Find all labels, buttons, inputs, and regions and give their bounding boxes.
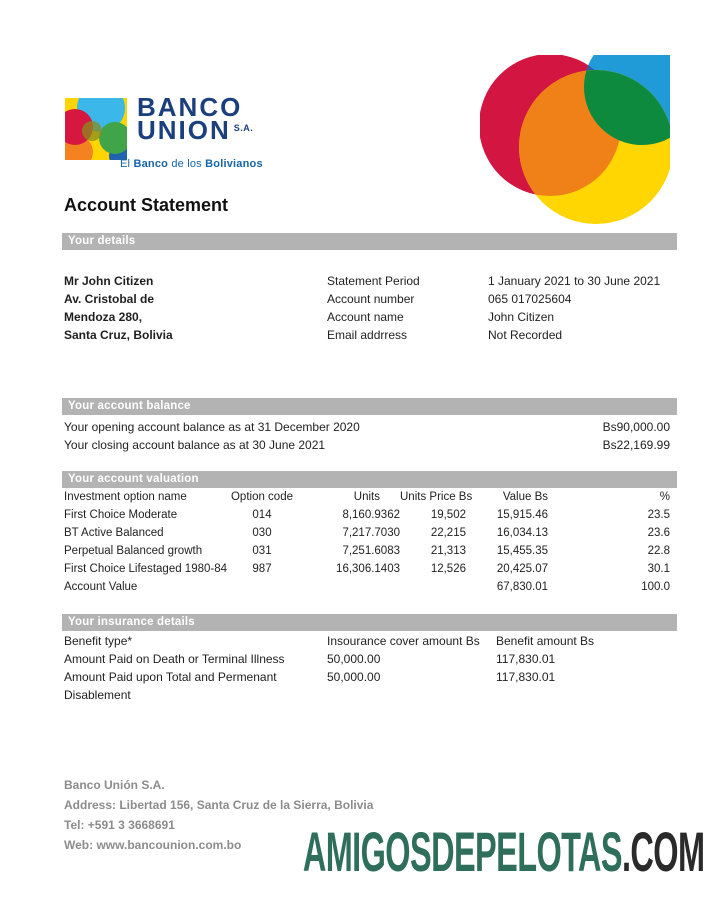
units-price: 22,215 [430, 527, 466, 539]
benefit-type: Amount Paid on Death or Terminal Illness [64, 652, 285, 666]
address-line-3: Santa Cruz, Bolivia [64, 328, 173, 342]
account-value-total-row [64, 578, 670, 596]
customer-name: Mr John Citizen [64, 274, 154, 288]
footer-address: Address: Libertad 156, Santa Cruz de la Sierra, Bolivia [64, 798, 374, 812]
col-value: Value Bs [502, 491, 548, 503]
col-units: Units [353, 491, 380, 503]
percent: 23.5 [647, 509, 670, 521]
watermark-site-name: AMIGOSDEPELOTAS [302, 820, 622, 883]
insurance-header-row [64, 632, 670, 650]
cover-amount: 50,000.00 [327, 652, 381, 666]
statement-period-label: Statement Period [327, 274, 420, 288]
percent: 30.1 [647, 563, 670, 575]
insurance-row-disablement [64, 668, 670, 704]
opening-balance-row [64, 418, 670, 436]
option-name: Perpetual Balanced growth [64, 545, 203, 557]
col-units-price: Units Price Bs [400, 491, 473, 503]
option-name: First Choice Lifestaged 1980-84 [64, 563, 228, 575]
option-code: 014 [252, 509, 272, 521]
bank-logo-wordmark [137, 92, 254, 145]
option-code: 030 [252, 527, 272, 539]
insurance-section [64, 632, 670, 704]
table-row [64, 524, 670, 542]
units: 16,306.1403 [336, 563, 400, 575]
bank-tagline: El Banco de los Bolivianos [120, 158, 263, 170]
units-price: 19,502 [430, 509, 466, 521]
customer-address [64, 272, 319, 344]
section-header-insurance-details: Your insurance details [62, 614, 677, 631]
decorative-circles-graphic [480, 55, 670, 225]
value-bs: 15,455.35 [496, 545, 548, 557]
table-row [64, 560, 670, 578]
opening-balance-amount: Bs90,000.00 [602, 420, 670, 434]
col-benefit-amount: Benefit amount Bs [496, 634, 595, 648]
option-name: First Choice Moderate [64, 509, 178, 521]
option-name: BT Active Balanced [64, 527, 164, 539]
section-header-your-details: Your details [62, 233, 677, 250]
balance-section [64, 418, 670, 454]
table-row [64, 506, 670, 524]
units-price: 12,526 [430, 563, 466, 575]
col-benefit-type: Benefit type* [64, 634, 133, 648]
account-name-value: John Citizen [488, 310, 555, 324]
col-investment-option: Investment option name [64, 491, 187, 503]
insurance-row-death [64, 650, 670, 668]
watermark-tld: .COM [621, 820, 704, 883]
details-labels [327, 272, 482, 344]
bank-name-line2: UNION [137, 115, 231, 145]
account-number-value: 065 017025604 [488, 292, 572, 306]
details-values [488, 272, 670, 344]
account-value-amount: 67,830.01 [496, 581, 548, 593]
option-code: 987 [252, 563, 272, 575]
section-header-account-valuation: Your account valuation [62, 471, 677, 488]
address-line-2: Mendoza 280, [64, 310, 143, 324]
col-percent: % [659, 491, 670, 503]
benefit-amount: 117,830.01 [496, 652, 556, 666]
email-address-label: Email addrress [327, 328, 408, 342]
percent: 22.8 [647, 545, 670, 557]
page-title: Account Statement [64, 195, 229, 215]
account-name-label: Account name [327, 310, 404, 324]
col-cover-amount: Insourance cover amount Bs [327, 634, 480, 648]
option-code: 031 [252, 545, 272, 557]
units: 8,160.9362 [342, 509, 400, 521]
bank-logo-icon [65, 98, 127, 160]
cover-amount: 50,000.00 [327, 670, 381, 684]
value-bs: 15,915.46 [496, 509, 548, 521]
account-value-label: Account Value [64, 581, 138, 593]
units: 7,217.7030 [342, 527, 400, 539]
units-price: 21,313 [430, 545, 466, 557]
closing-balance-amount: Bs22,169.99 [602, 438, 670, 452]
closing-balance-row [64, 436, 670, 454]
value-bs: 20,425.07 [496, 563, 548, 575]
address-line-1: Av. Cristobal de [64, 292, 155, 306]
opening-balance-label: Your opening account balance as at 31 December 2020 [64, 420, 360, 434]
bank-suffix: S.A. [233, 123, 254, 133]
bank-name-line1: BANCO [137, 92, 243, 122]
valuation-header-row [64, 488, 670, 506]
footer-bank-name: Banco Unión S.A. [64, 778, 165, 792]
statement-period-value: 1 January 2021 to 30 June 2021 [488, 274, 661, 288]
table-row [64, 542, 670, 560]
footer-website: Web: www.bancounion.com.bo [64, 838, 242, 852]
section-header-account-balance: Your account balance [62, 398, 677, 415]
watermark [302, 820, 704, 883]
col-option-code: Option code [230, 491, 293, 503]
benefit-type: Amount Paid upon Total and Permenant Disablement [64, 670, 277, 702]
footer-telephone: Tel: +591 3 3668691 [64, 818, 175, 832]
closing-balance-label: Your closing account balance as at 30 June 2021 [64, 438, 326, 452]
value-bs: 16,034.13 [496, 527, 548, 539]
email-address-value: Not Recorded [488, 328, 563, 342]
bank-logo [65, 92, 295, 176]
percent: 23.6 [647, 527, 670, 539]
account-value-percent: 100.0 [641, 581, 670, 593]
benefit-amount: 117,830.01 [496, 670, 556, 684]
account-number-label: Account number [327, 292, 415, 306]
valuation-table [64, 488, 670, 596]
units: 7,251.6083 [342, 545, 400, 557]
